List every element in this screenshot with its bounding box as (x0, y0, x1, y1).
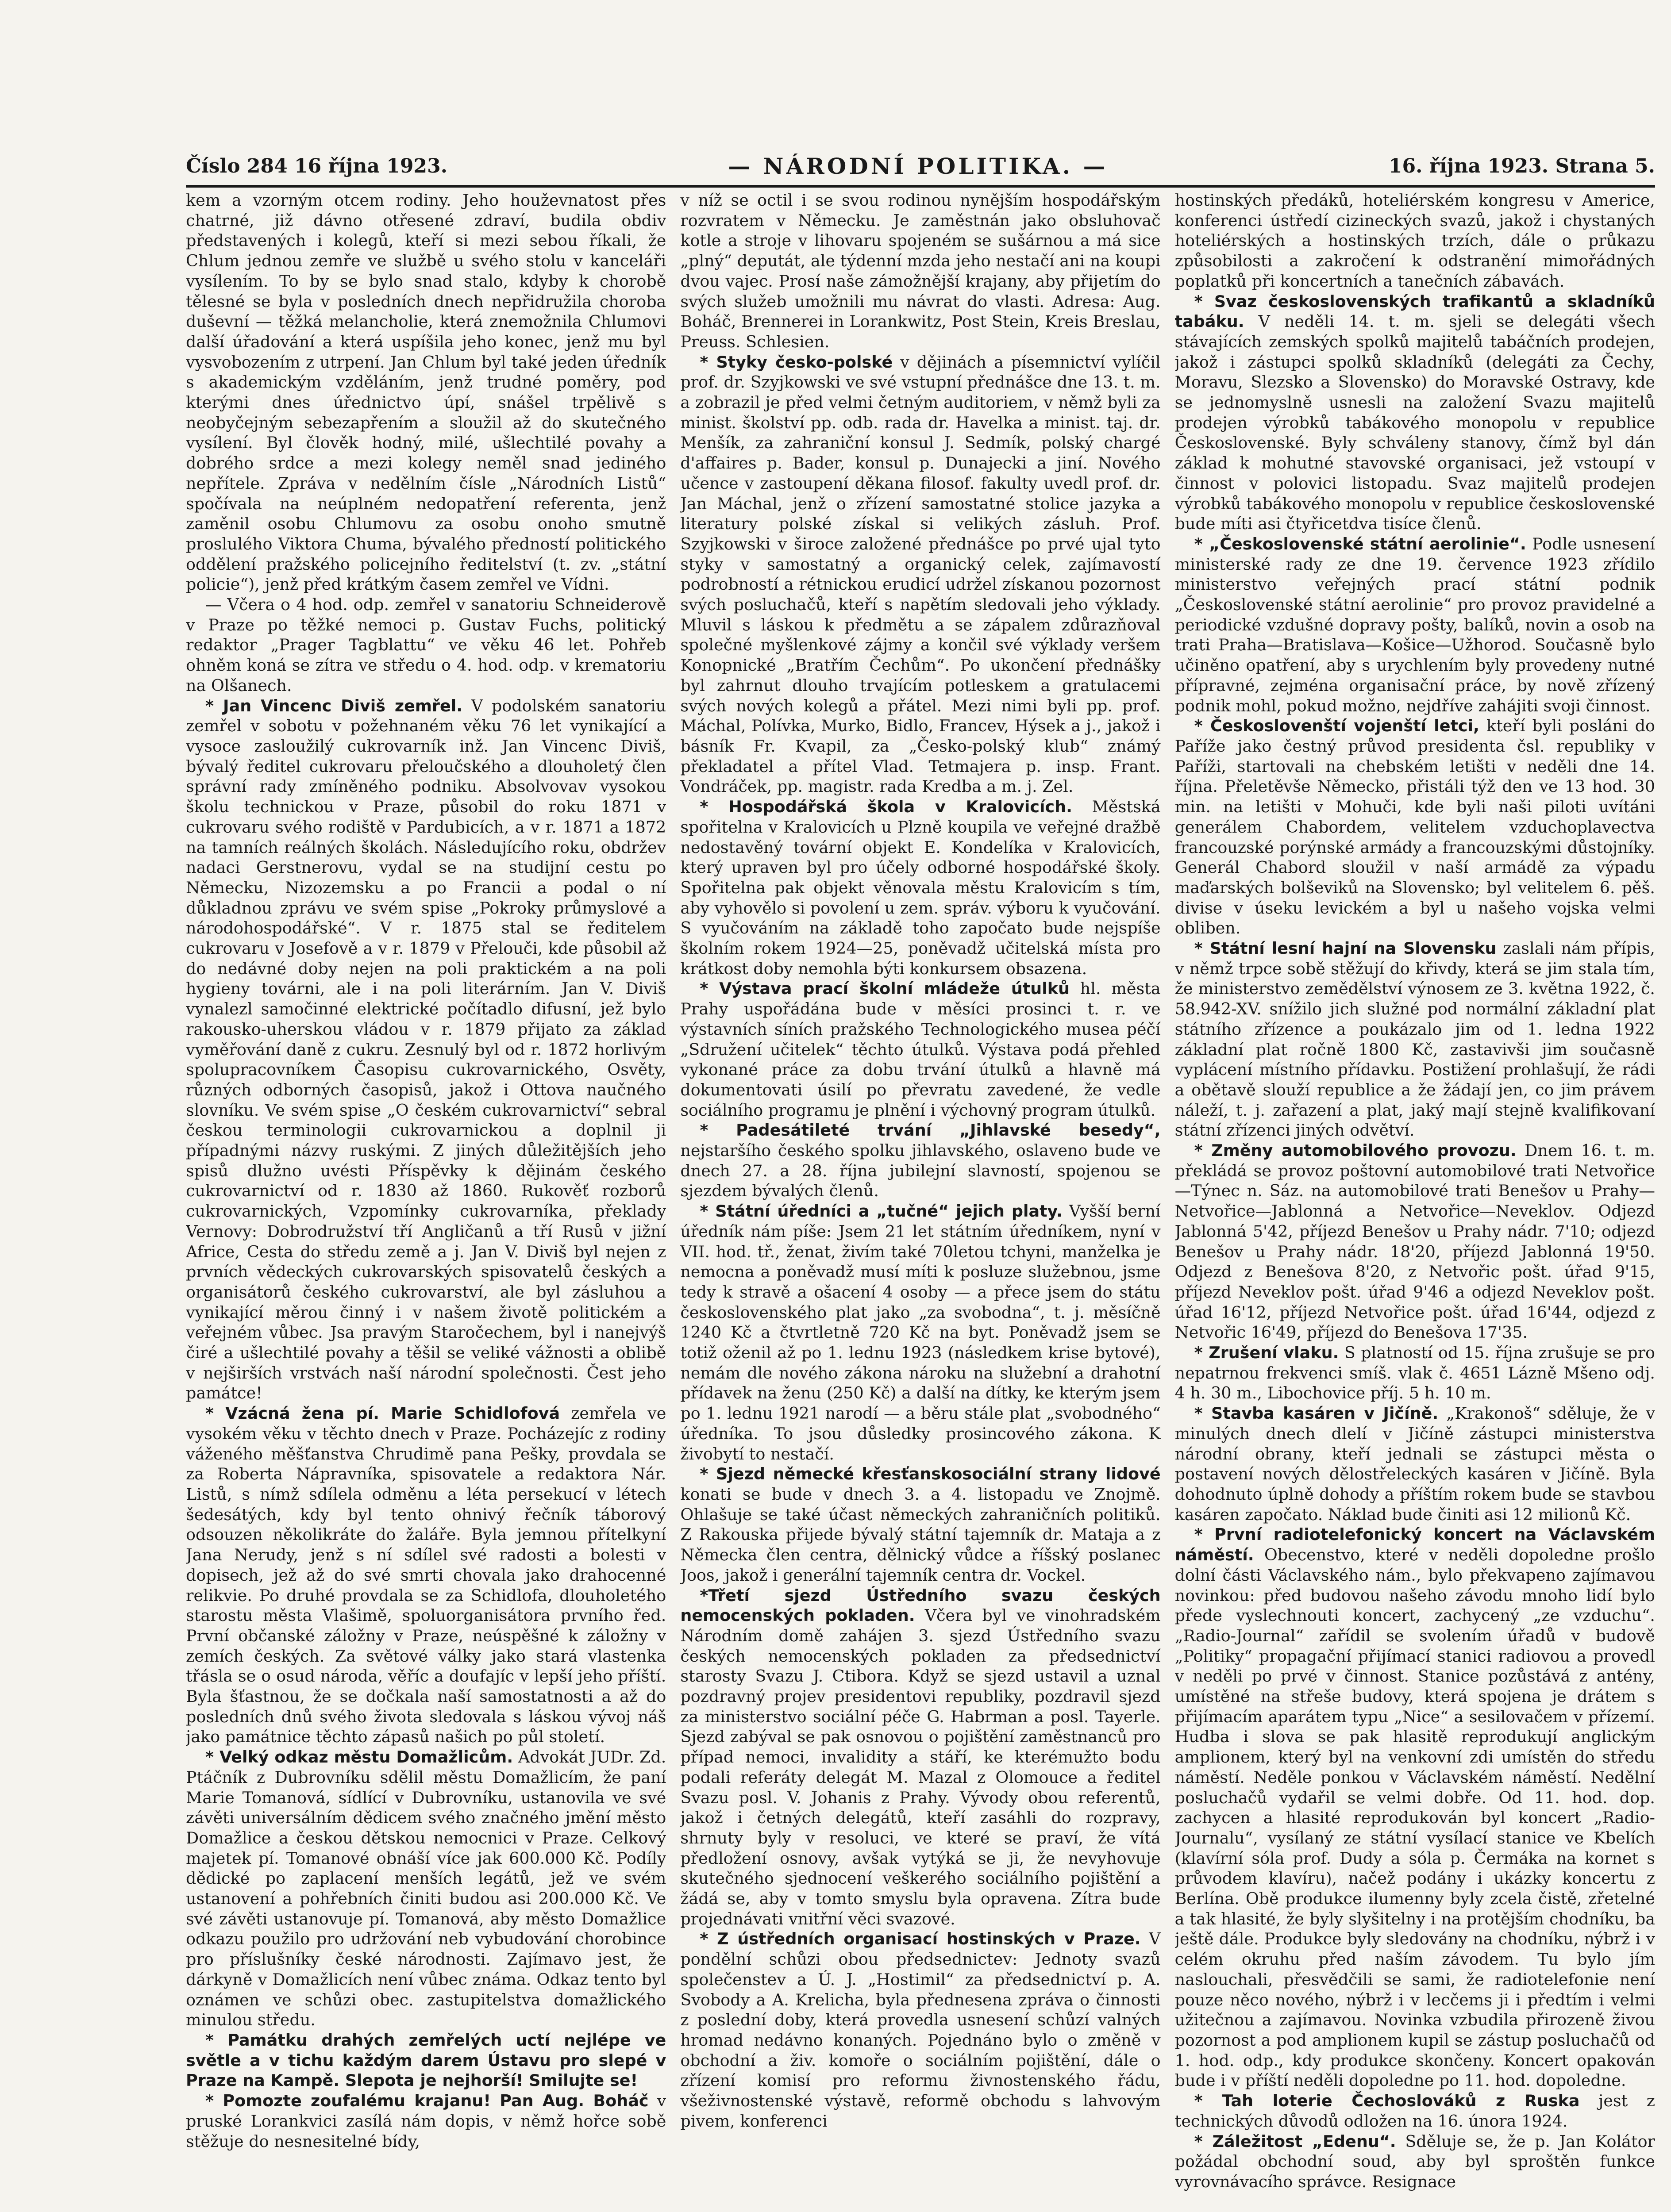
column-3 (1175, 190, 1655, 2212)
article-columns (186, 190, 1655, 2212)
masthead: — NÁRODNÍ POLITIKA. — (728, 153, 1108, 179)
page-info: 16. října 1923. Strana 5. (1388, 154, 1655, 177)
header-rule (186, 185, 1655, 188)
issue-info: Číslo 284 16 října 1923. (186, 154, 448, 177)
column-3-text: hostinských předáků, hoteliérském kongresu v Americe, konferenci ústředí cizineckých svazů, jakož i chystaných hoteliérských a hostinských trzích, dále o průkazu způsobilosti a zakročení k odstranění mimořádných poplatků při koncertních a tanečních zábavách. * Svaz československých trafikantů a skladníků tabáku. V neděli 14. t. m. sjeli se delegáti všech stávajících zemských spolků majitelů tabáčních prodejen, jakož i zástupci spolků skladníků (delegáti za Čechy, Moravu, Slezsko a Slovensko) do Moravské Ostravy, kde se jednomyslně usnesli na založení Svazu majitelů prodejen výrobků tabákového monopolu v republice Československé. Byly schváleny stanovy, čímž byl dán základ k mohutné stavovské organisaci, jež vstoupí v činnost v polovici listopadu. Svaz majitelů prodejen výrobků tabákového monopolu v republice československé bude míti asi čtyřicetdva tisíce členů. * „Československé státní aerolinie“. Podle usnesení ministerské rady ze dne 19. července 1923 zřídilo ministerstvo veřejných prací státní podnik „Československé státní aerolinie“ pro provoz pravidelné a periodické vzdušné dopravy pošty, balíků, novin a osob na trati Praha—Bratislava—Košice—Užhorod. Současně bylo učiněno opatření, aby s urychlením byly provedeny nutné přípravné, zejména organisační práce, by nově zřízený podnik mohl, pokud možno, nejdříve zahájiti svoji činnost. * Českoslovenští vojenští letci, kteří byli posláni do Paříže jako čestný průvod presidenta čsl. republiky v Paříži, startovali na chebském letišti v neděli dne 14. října. Přeletěvše Německo, přistáli týž den ve 13 hod. 30 min. na letišti v Mohuči, kde byli naši piloti uvítáni generálem Chabordem, velitelem vzduchoplavectva francouzské porýnské armády a francouzskými důstojníky. Generál Chabord sloužil v naší armádě za výpadu maďarských bolševiků na Slovensko; byl velitelem 6. pěš. divise v úseku levickém a byl u našeho vojska velmi obliben. * Státní lesní hajní na Slovensku zaslali nám přípis, v němž trpce sobě stěžují do křivdy, která se jim stala tím, že ministerstvo zemědělství výnosem ze 3. května 1922, č. 58.942-XV. snížilo jich služné pod normální základní plat státního zřízence a poukázalo jim od 1. ledna 1922 základní plat ročně 1800 Kč, zastavivši jim současně vyplácení místního přídavku. Postižení prohlašují, že rádi a obětavě slouží republice a že žádají jen, co jim právem náleží, t. j. zařazení a plat, jaký mají stejně kvalifikovaní státní zřízenci jiných odvětví. * Změny automobilového provozu. Dnem 16. t. m. překládá se provoz poštovní automobilové trati Netvořice—Týnec n. Sáz. na automobilové trati Benešov u Prahy—Netvořice—Jablonná a Netvořice—Neveklov. Odjezd Jablonná 5'42, příjezd Benešov u Prahy nádr. 7'10; odjezd Benešov u Prahy nádr. 18'20, příjezd Jablonná 19'50. Odjezd z Benešova 8'20, z Netvořic pošt. úřad 9'15, příjezd Neveklov pošt. úřad 9'46 a odjezd Neveklov pošt. úřad 16'12, příjezd Netvořice pošt. úřad 16'44, odjezd z Netvořic 16'49, příjezd do Benešova 17'35. * Zrušení vlaku. S platností od 15. října zrušuje se pro nepatrnou frekvenci smíš. vlak č. 4651 Lázně Mšeno odj. 4 h. 30 m., Libochovice příj. 5 h. 10 m. * Stavba kasáren v Jičíně. „Krakonoš“ sděluje, že v minulých dnech dlelí v Jičíně zástupci ministerstva národní obrany, kteří jednali se zástupci města o postavení nových dělostřeleckých kasáren v Jičíně. Byla dohodnuto úplně dohody a příštím rokem bude se stavbou kasáren započato. Náklad bude činiti asi 12 milionů Kč. * První radiotelefonický koncert na Václavském náměstí. Obecenstvo, které v neděli dopoledne prošlo dolní části Václavského nám., bylo překvapeno zajímavou novinkou: před budovou našeho závodu mnoho lidí bylo přede vyslechnouti koncert, zachycený „ze vzduchu“. „Radio-Journal“ zařídil se svolením úřadů v budově „Politiky“ propagační přijímací stanici radiovou a provedl v neděli po prvé v činnost. Stanice pozůstává z antény, umístěné na střeše budovy, která spojena je drátem s přijímacím aparátem typu „Nice“ a sesilovačem v přízemí. Hudba i slova se pak hlasitě reprodukují anglickým amplionem, který byl na venkovní zdi umístěn do středu náměstí. Neděle ponkou v Václavském náměstí. Nedělní posluchačů vydařil se velmi dobře. Od 11. hod. dop. zachycen a hlasité reprodukován byl koncert „Radio-Journalu“, vysílaný ze státní vysílací stanice ve Kbelích (klavírní sóla prof. Dudy a sóla p. Čermáka na kornet s průvodem klavíru), načež podány i ukázky koncertu z Berlína. Obě produkce ilumenny byly zcela čistě, zřetelné a tak hlasité, že byly slyšitelny i na protějším chodníku, ba ještě dále. Produkce byly sledovány na chodníku, nýbrž i v celém okruhu před naším závodem. Tu bylo jím naslouchali, přesvědčili se sami, že radiotelefonie není pouze něco nového, nýbrž i v lecčems ji i předtím i velmi užitečnou a zajímavou. Novinka vzbudila přirozeně živou pozornost a pod amplionem kupil se zástup posluchačů od 1. hod. odp., kdy produkce skončeny. Koncert opakován bude i v příští neděli dopoledne po 11. hod. dopoledne. * Tah loterie Čechoslováků z Ruska jest z technických důvodů odložen na 16. února 1924. * Záležitost „Edenu“. Sděluje se, že p. Jan Kolátor požádal obchodní soud, aby byl sproštěn funkce vyrovnávacího správce. Resignace (1174, 191, 1655, 2191)
page-header (186, 150, 1655, 181)
column-1 (186, 190, 666, 2212)
column-1-text: kem a vzorným otcem rodiny. Jeho houževnatost přes chatrné, již dávno otřesené zdraví, budila obdiv představených i kolegů, kteří si mezi sebou říkali, že Chlum jednou zemře ve službě u svého stolu v kanceláři vysílením. To by se bylo snad stalo, kdyby k chorobě tělesné se byla v posledních dnech nepřidružila choroba duševní — těžká melancholie, která znemožnila Chlumovi další úřadování a která uspíšila jeho konec, jenž mu byl vysvobozením z utrpení. Jan Chlum byl také jeden úředník s akademickým vzděláním, jenž trudné poměry, pod kterými dnes úřednictvo úpí, snášel trpělivě s neobyčejným sebezapřením a sloužil až do skutečného vysílení. Byl člověk hodný, milé, ušlechtilé povahy a dobrého srdce a mezi kolegy neměl snad jediného nepřítele. Zpráva v nedělním čísle „Národních Listů“ spočívala na neúplném nedopatření referenta, jenž zaměnil osobu Chlumovu za osobu onoho smutně proslulého Viktora Chuma, bývalého předností politického oddělení pražského policejního ředitelství (t. zv. „státní policie“), jenž před krátkým časem zemřel ve Vídni. — Včera o 4 hod. odp. zemřel v sanatoriu Schneiderově v Praze po těžké nemoci p. Gustav Fuchs, politický redaktor „Prager Tagblattu“ ve věku 46 let. Pohřeb ohněm koná se zítra ve středu o 4. hod. odp. v krematoriu na Olšanech. * Jan Vincenc Diviš zemřel. V podolském sanatoriu zemřel v sobotu v požehnaném věku 76 let vynikající a vysoce zasloužilý cukrovarník inž. Jan Vincenc Diviš, bývalý ředitel cukrovaru přeloučského a dlouholetý člen správní rady zmíněného podniku. Absolvovav vysokou školu technickou v Praze, působil do roku 1871 v cukrovaru svého rodiště v Pardubicích, a v r. 1871 a 1872 na tamních reálných školách. Následujícího roku, obdržev nadaci Gerstnerovu, vydal se na studijní cestu po Německu, Nizozemsku a po Francii a podal o ní důkladnou zprávu ve svém spise „Pokroky průmyslové a národohospodářské“. V r. 1875 stal se ředitelem cukrovaru v Josefově a v r. 1879 v Přelouči, kde působil až do nedávné doby nejen na poli praktickém a na poli hygieny továrni, ale i na poli literárním. Jan V. Diviš vynalezl samočinné elektrické počítadlo difusní, jež bylo rakousko-uherskou vládou v r. 1879 přijato za základ vyměřování daně z cukru. Zesnulý byl od r. 1872 horlivým spolupracovníkem Časopisu cukrovarnického, Osvěty, různých odborných časopisů, jakož i Ottova naučného slovníku. Ve svém spise „O českém cukrovarnictví“ sebral českou terminologii cukrovarnickou a doplnil ji případnými názvy ruskými. Z jiných důležitějších jeho spisů dlužno uvésti Příspěvky k dějinám českého cukrovarnictví od r. 1830 až 1860. Rukověť rozborů cukrovarnických, Vzpomínky cukrovarníka, překlady Vernovy: Dobrodružství tří Angličanů a tří Rusů v jižní Africe, Cesta do středu země a j. Jan V. Diviš byl nejen z prvních vědeckých cukrovarských spisovatelů českých a organisátorů českého cukrovarství, ale byl zásluhou a vynikající měrou činný i v našem životě politickém a veřejném vůbec. Jsa pravým Staročechem, byl i nanejvýš čiré a ušlechtilé povahy a těšil se veliké vážnosti a oblibě v nejširších vrstvách naší národní společnosti. Čest jeho památce! * Vzácná žena pí. Marie Schidlofová zemřela ve vysokém věku v těchto dnech v Praze. Pocházejíc z rodiny váženého měšťanstva Chrudimě pana Pešky, provdala se za Roberta Nápravníka, spisovatele a redaktora Nár. Listů, s nímž sdílela odměnu a léta persekucí v létech šedesátých, kdy byl tento ohnivý řečník táborový odsouzen několikráte do žaláře. Byla jemnou přítelkyní Jana Nerudy, jenž s ní sdílel své radosti a bolesti v dopisech, jež až do své smrti chovala jako drahocenné relikvie. Po druhé provdala se za Schidlofa, dlouholetého starostu města Vlašimě, spoluorganisátora prvního řed. První občanské záložny v Praze, neúspěšné k záložny v zemích českých. Za světové války jako stará vlastenka třásla se o osud národa, věříc a doufajíc v lepší jeho příští. Byla šťastnou, že se dočkala naší samostatnosti a až do posledních dnů svého života sledovala s láskou vývoj náš jako památnice těchto zápasů našich po půl století. * Velký odkaz městu Domažlicům. Advokát JUDr. Zd. Ptáčník z Dubrovníku sdělil městu Domažlicím, že paní Marie Tomanová, sídlící v Dubrovníku, ustanovila ve své závěti universálním dědicem svého značného jmění město Domažlice a českou dětskou nemocnici v Praze. Celkový majetek pí. Tomanové obnáší více jak 600.000 Kč. Podíly dědické po zaplacení menších legátů, jež ve svém ustanovení a pohřebních činiti budou asi 200.000 Kč. Ve své závěti ustanovuje pí. Tomanová, aby město Domažlice odkazu použilo pro udržování neb vybudování chorobince pro příslušníky české národnosti. Zajímavo jest, že dárkyně v Domažlicích není vůbec známa. Odkaz tento byl oznámen ve schůzi obec. zastupitelstva domažlického minulou středu. * Památku drahých zemřelých uctí nejlépe ve světle a v tichu každým darem Ústavu pro slepé v Praze na Kampě. Slepota je nejhorší! Smilujte se! * Pomozte zoufalému krajanu! Pan Aug. Boháč v pruské Lorankvici zasílá nám dopis, v němž hořce sobě stěžuje do nesnesitelné bídy, (186, 191, 666, 2151)
column-2-text: v níž se octil i se svou rodinou nynějším hospodářským rozvratem v Německu. Je zaměstnán jako obsluhovač kotle a stroje v lihovaru spojeném se sušárnou a má sice „plný“ deputát, ale týdenní mzda jeho nestačí ani na koupi dvou vajec. Prosí naše zámožnější krajany, aby přijetím do svých služeb umožnili mu návrat do vlasti. Adresa: Aug. Boháč, Brennerei in Lorankwitz, Post Stein, Kreis Breslau, Preuss. Schlesien. * Styky česko-polské v dějinách a písemnictví vylíčil prof. dr. Szyjkowski ve své vstupní přednášce dne 13. t. m. a zobrazil je před velmi četným auditoriem, v němž byli za minist. školství pp. odb. rada dr. Havelka a minist. taj. dr. Menšík, za zahraniční konsul J. Sedmík, polský chargé d'affaires p. Bader, konsul p. Dunajecki a jiní. Nového učence v zastoupení děkana filosof. fakulty uvedl prof. dr. Jan Máchal, jenž o zřízení samostatné stolice jazyka a literatury polské získal si velikých zásluh. Prof. Szyjkowski v široce založené přednášce po prvé ujal tyto styky v samostatný a organický celek, zajímavostí podrobností a rétnickou erudicí udržel získanou pozornost svých posluchačů, kteří s napětím sledovali jeho výklady. Mluvil s láskou k předmětu a se zápalem zdůrazňoval společné myšlenkové zájmy a končil své výklady veršem Konopnické „Bratřím Čechům“. Po ukončení přednášky byl zahrnut dlouho trvajícím potleskem a gratulacemi svých nových kolegů a přátel. Mezi nimi byli pp. prof. Máchal, Polívka, Murko, Bidlo, Francev, Hýsek a j., jakož i básník Fr. Kvapil, za „Česko-polský klub“ známý překladatel a přítel Vlad. Tetmajera p. insp. Frant. Vondráček, pp. magistr. rada Kredba a m. j. Zel. * Hospodářská škola v Kralovicích. Městská spořitelna v Kralovicích u Plzně koupila ve veřejné dražbě nedostavěný tovární objekt E. Kondelíka v Kralovicích, který upraven byl pro účely odborné hospodářské školy. Spořitelna pak objekt věnovala městu Kralovicím s tím, aby vyhovělo si povolení u zem. správ. výboru k vyučování. S vyučováním na základě toho započato bude nejspíše školním rokem 1924—25, poněvadž učitelská místa pro krátkost doby nemohla býti konkursem obsazena. * Výstava prací školní mládeže útulků hl. města Prahy uspořádána bude v měsíci prosinci t. r. ve výstavních síních pražského Technologického musea péčí „Sdružení učitelek“ těchto útulků. Výstava podá přehled vykonané práce za dobu trvání útulků a hlavně má dokumentovati úsilí po převratu zavedené, že vedle sociálního programu je plnění i výchovný program útulků. * Padesátileté trvání „Jihlavské besedy“, nejstaršího českého spolku jihlavského, oslaveno bude ve dnech 27. a 28. října jubilejní slavností, spojenou se sjezdem bývalých členů. * Státní úředníci a „tučné“ jejich platy. Vyšší berní úředník nám píše: Jsem 21 let státním úředníkem, nyní v VII. hod. tř., ženat, živím také 70letou tchyni, manželka je nemocna a poněvadž musí míti k posluze služebnou, jsme tedy k stravě a ošacení 4 osoby — a přece jsem do státu československého plat jako „za svobodna“, t. j. měsíčně 1240 Kč a čtvrtletně 720 Kč na byt. Poněvadž jsem se totiž oženil až po 1. lednu 1923 (následkem krise bytové), nemám dle nového zákona nároku na služební a drahotní přídavek na ženu (250 Kč) a další na dítky, ke kterým jsem po 1. lednu 1921 narodí — a běru stále plat „svobodného“ úředníka. To jsou důsledky prosincového zákona. K živobytí to nestačí. * Sjezd německé křesťanskosociální strany lidové konati se bude v dnech 3. a 4. listopadu ve Znojmě. Ohlašuje se také účast německých zahraničních politiků. Z Rakouska přijede bývalý státní tajemník dr. Mataja a z Německa člen centra, dělnický vůdce a říšský poslanec Joos, jakož i generální tajemník centra dr. Vockel. *Třetí sjezd Ústředního svazu českých nemocenských pokladen. Včera byl ve vinohradském Národním domě zahájen 3. sjezd Ústředního svazu českých nemocenských pokladen za předsednictví starosty Svazu J. Ctibora. Když se sjezd ustavil a uznal pozdravný projev presidentovi republiky, pozdravil sjezd za ministerstvo sociální péče G. Habrman a posl. Tayerle. Sjezd zabýval se pak osnovou o pojištění zaměstnanců pro případ nemoci, invalidity a stáří, ke kterémužto bodu podali referáty delegát M. Mazal z Olomouce a ředitel Svazu posl. V. Johanis z Prahy. Vývody obou referentů, jakož i četných delegátů, kteří zasáhli do rozpravy, shrnuty byly v resoluci, ve které se praví, že vítá předložení osnovy, avšak vytýká se ji, že nevyhovuje skutečného sjednocení veškerého sociálního pojištění a žádá se, aby v tomto smyslu byla opravena. Zítra bude projednávati vnitřní věci svazové. * Z ústředních organisací hostinských v Praze. V pondělní schůzi obou předsednictev: Jednoty svazů společenstev a Ú. J. „Hostimil“ za předsednictví p. A. Svobody a A. Krelicha, byla přednesena zpráva o činnosti z poslední doby, která provedla usnesení schůzí valných hromad nedávno konaných. Pojednáno bylo o změně v obchodní a živ. komoře o sociálním pojištění, dále o zřízení komisí pro reformu živnostenského řádu, všeživnostenské výstavě, reformě obchodu s lahvovým pivem, konferenci (680, 191, 1161, 2131)
column-2 (680, 190, 1160, 2212)
